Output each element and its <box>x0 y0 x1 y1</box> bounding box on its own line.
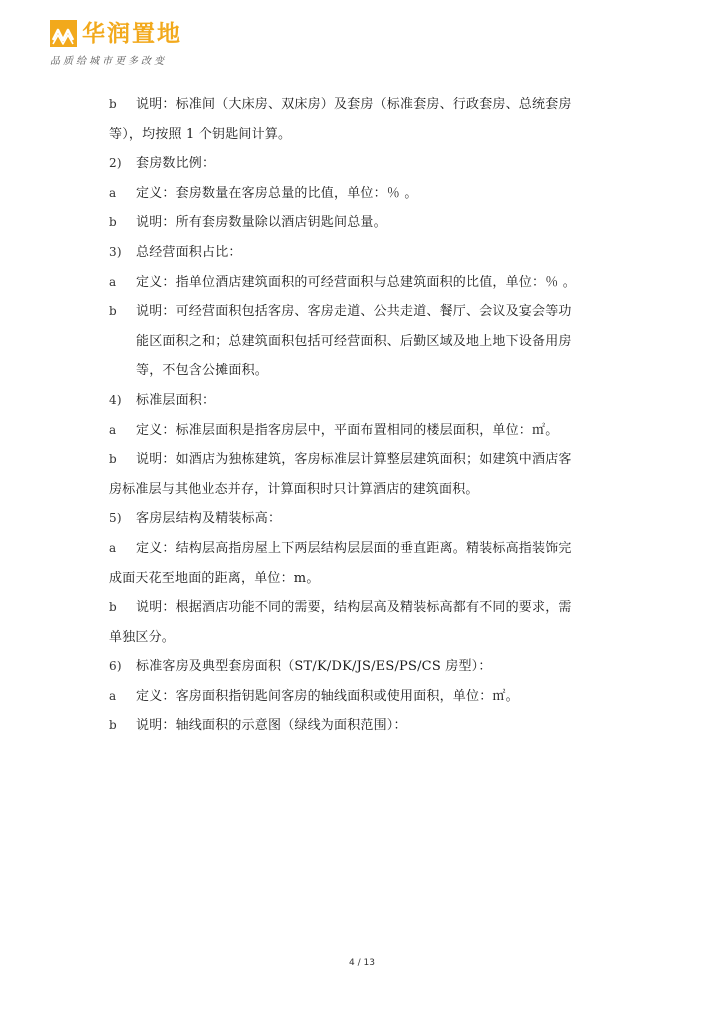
text-line <box>109 356 619 386</box>
line-text: 房标准层与其他业态并存，计算面积时只计算酒店的建筑面积。 <box>109 481 479 497</box>
text-line <box>109 238 619 268</box>
line-text: 说明：轴线面积的示意图（绿线为面积范围）： <box>136 718 407 734</box>
line-text: 能区面积之和；总建筑面积包括可经营面积、后勤区域及地上地下设备用房 <box>136 333 572 349</box>
list-marker: a <box>109 422 117 437</box>
line-text: 成面天花至地面的距离，单位：m。 <box>109 570 320 586</box>
list-marker: b <box>109 600 117 615</box>
text-line <box>109 416 619 446</box>
line-text: 说明：可经营面积包括客房、客房走道、公共走道、餐厅、会议及宴会等功 <box>136 304 572 320</box>
page-header <box>50 18 350 70</box>
line-text: 定义：客房面积指钥匙间客房的轴线面积或使用面积，单位：㎡。 <box>136 688 519 704</box>
list-marker: b <box>109 97 117 111</box>
line-text: 说明：标准间（大床房、双床房）及套房（标准套房、行政套房、总统套房 <box>136 97 572 112</box>
line-text: 等），均按照 1 个钥匙间计算。 <box>109 126 292 142</box>
text-line <box>109 149 619 179</box>
line-text: 说明：所有套房数量除以酒店钥匙间总量。 <box>136 215 387 231</box>
text-line <box>109 297 619 327</box>
text-line <box>109 623 619 653</box>
line-text: 单独区分。 <box>109 629 176 645</box>
line-text: 标准层面积： <box>136 392 216 408</box>
list-marker: 3) <box>109 244 122 259</box>
text-line <box>109 208 619 238</box>
text-line <box>109 534 619 564</box>
company-logo-icon <box>50 20 77 47</box>
text-line <box>109 120 619 150</box>
list-marker: a <box>109 185 117 200</box>
line-text: 标准客房及典型套房面积（ST/K/DK/JS/ES/PS/CS 房型）： <box>136 659 492 675</box>
text-line <box>109 268 619 298</box>
line-text: 套房数比例： <box>136 156 216 172</box>
line-text: 总经营面积占比： <box>136 244 242 260</box>
line-text: 定义：结构层高指房屋上下两层结构层层面的垂直距离。精装标高指装饰完 <box>136 540 572 556</box>
text-line <box>109 475 619 505</box>
text-line <box>109 682 619 712</box>
line-text: 等，不包含公摊面积。 <box>136 363 269 379</box>
text-line <box>109 504 619 534</box>
brand-name: 华润置地 <box>82 21 182 47</box>
page-number: 4 / 13 <box>349 958 375 968</box>
line-text: 说明：如酒店为独栋建筑，客房标准层计算整层建筑面积；如建筑中酒店客 <box>136 452 572 468</box>
line-text: 定义：套房数量在客房总量的比值，单位：％ 。 <box>136 185 418 201</box>
text-line <box>109 327 619 357</box>
list-marker: 6) <box>109 659 122 674</box>
list-marker: b <box>109 304 117 319</box>
text-line <box>109 179 619 209</box>
list-marker: 5) <box>109 511 122 526</box>
list-marker: 4) <box>109 392 122 407</box>
text-line <box>109 386 619 416</box>
list-marker: b <box>109 452 117 467</box>
line-text: 定义：标准层面积是指客房层中，平面布置相同的楼层面积，单位：㎡。 <box>136 422 559 438</box>
list-marker: b <box>109 718 117 733</box>
text-line <box>109 593 619 623</box>
document-body <box>109 90 619 741</box>
text-line <box>109 652 619 682</box>
list-marker: 2) <box>109 156 122 171</box>
text-line <box>109 90 619 120</box>
text-line <box>109 711 619 741</box>
list-marker: a <box>109 540 117 555</box>
list-marker: b <box>109 215 117 230</box>
line-text: 定义：指单位酒店建筑面积的可经营面积与总建筑面积的比值，单位：％ 。 <box>136 274 576 290</box>
text-line <box>109 564 619 594</box>
text-line <box>109 445 619 475</box>
list-marker: a <box>109 274 117 289</box>
line-text: 说明：根据酒店功能不同的需要，结构层高及精装标高都有不同的要求，需 <box>136 600 572 616</box>
list-marker: a <box>109 688 117 703</box>
line-text: 客房层结构及精装标高： <box>136 511 282 527</box>
brand-slogan: 品质给城市更多改变 <box>50 56 167 67</box>
